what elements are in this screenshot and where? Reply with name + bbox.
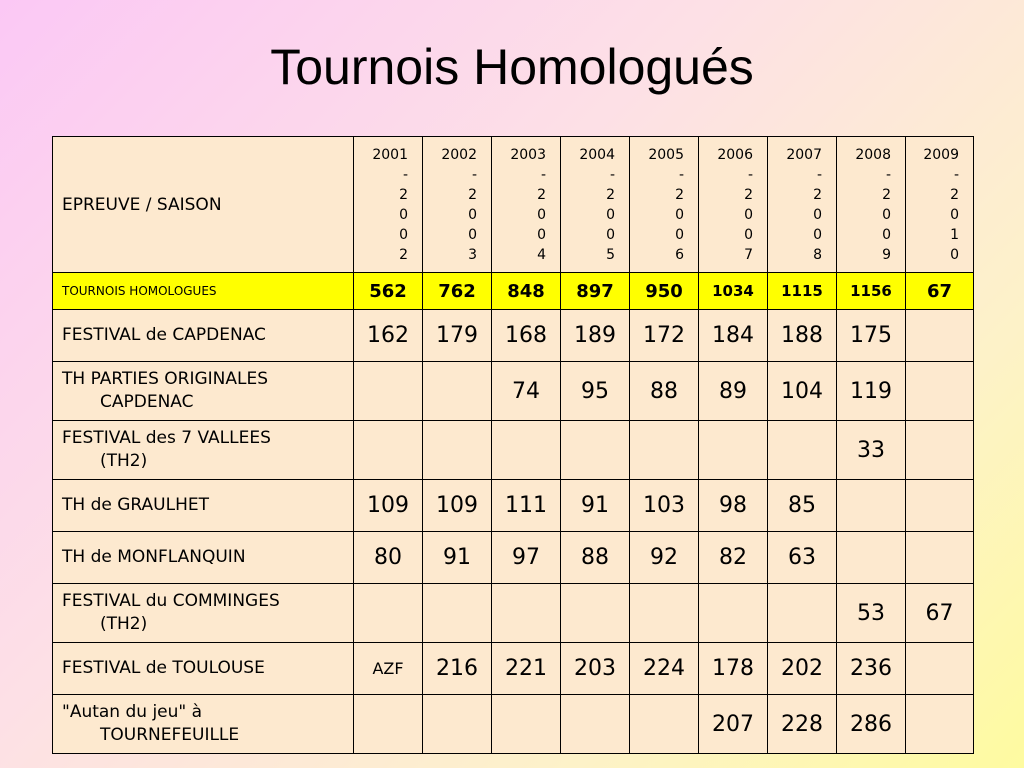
value-cell: 236 bbox=[837, 643, 906, 695]
value-cell: 103 bbox=[630, 480, 699, 532]
value-cell: 224 bbox=[630, 643, 699, 695]
value-cell: 95 bbox=[561, 362, 630, 421]
value-cell: 33 bbox=[837, 421, 906, 480]
season-end-digit: 0 bbox=[468, 207, 477, 223]
season-dash: - bbox=[471, 167, 477, 183]
value-cell bbox=[906, 421, 974, 480]
value-cell bbox=[699, 584, 768, 643]
value-cell: 82 bbox=[699, 532, 768, 584]
season-header bbox=[561, 137, 630, 273]
season-end-digit: 2 bbox=[606, 187, 615, 203]
season-end-digit: 7 bbox=[744, 247, 753, 263]
season-header bbox=[837, 137, 906, 273]
value-cell bbox=[492, 584, 561, 643]
row-label bbox=[53, 643, 354, 695]
value-cell: 762 bbox=[423, 273, 492, 310]
value-cell bbox=[906, 695, 974, 754]
value-cell: 221 bbox=[492, 643, 561, 695]
row-label-line: TOURNOIS HOMOLOGUES bbox=[62, 283, 217, 298]
value-cell bbox=[837, 480, 906, 532]
value-cell bbox=[423, 421, 492, 480]
value-cell: 98 bbox=[699, 480, 768, 532]
season-end-digit: 6 bbox=[675, 247, 684, 263]
value-cell bbox=[561, 695, 630, 754]
season-end-digit: 2 bbox=[882, 187, 891, 203]
value-cell bbox=[354, 421, 423, 480]
value-cell: 53 bbox=[837, 584, 906, 643]
season-end-digit: 0 bbox=[813, 227, 822, 243]
header-row bbox=[53, 137, 974, 273]
season-end-digit: 2 bbox=[468, 187, 477, 203]
header-label: EPREUVE / SAISON bbox=[53, 137, 354, 273]
value-cell bbox=[906, 480, 974, 532]
value-cell: 189 bbox=[561, 310, 630, 362]
season-start: 2004 bbox=[579, 147, 615, 163]
season-start: 2002 bbox=[441, 147, 477, 163]
row-label-continuation: (TH2) bbox=[100, 451, 148, 471]
table-row bbox=[53, 584, 974, 643]
season-end-digit: 2 bbox=[399, 187, 408, 203]
value-cell: 97 bbox=[492, 532, 561, 584]
value-cell: 162 bbox=[354, 310, 423, 362]
table-row bbox=[53, 532, 974, 584]
season-end-digit: 2 bbox=[950, 187, 959, 203]
season-start: 2005 bbox=[648, 147, 684, 163]
value-cell: 897 bbox=[561, 273, 630, 310]
value-cell: 111 bbox=[492, 480, 561, 532]
season-dash: - bbox=[747, 167, 753, 183]
total-row bbox=[53, 273, 974, 310]
season-header bbox=[354, 137, 423, 273]
season-end-digit: 0 bbox=[675, 227, 684, 243]
table-row bbox=[53, 421, 974, 480]
season-end-digit: 2 bbox=[399, 247, 408, 263]
season-end-digit: 9 bbox=[882, 247, 891, 263]
value-cell bbox=[354, 584, 423, 643]
value-cell: 89 bbox=[699, 362, 768, 421]
season-end-digit: 0 bbox=[744, 227, 753, 243]
season-header bbox=[906, 137, 974, 273]
row-label-line: FESTIVAL du COMMINGES bbox=[62, 591, 280, 611]
value-cell: 80 bbox=[354, 532, 423, 584]
value-cell: 168 bbox=[492, 310, 561, 362]
value-cell: 188 bbox=[768, 310, 837, 362]
season-end-digit: 1 bbox=[950, 227, 959, 243]
value-cell: 92 bbox=[630, 532, 699, 584]
value-cell bbox=[768, 584, 837, 643]
value-cell bbox=[630, 421, 699, 480]
season-header bbox=[630, 137, 699, 273]
value-cell bbox=[561, 584, 630, 643]
value-cell: 203 bbox=[561, 643, 630, 695]
season-start: 2003 bbox=[510, 147, 546, 163]
row-label bbox=[53, 584, 354, 643]
season-end-digit: 2 bbox=[675, 187, 684, 203]
season-end-digit: 0 bbox=[537, 207, 546, 223]
value-cell: 207 bbox=[699, 695, 768, 754]
value-cell: 172 bbox=[630, 310, 699, 362]
season-start: 2007 bbox=[786, 147, 822, 163]
value-cell bbox=[699, 421, 768, 480]
value-cell bbox=[561, 421, 630, 480]
value-cell: 286 bbox=[837, 695, 906, 754]
value-cell: 67 bbox=[906, 273, 974, 310]
season-dash: - bbox=[402, 167, 408, 183]
value-cell bbox=[423, 695, 492, 754]
row-label bbox=[53, 421, 354, 480]
row-label-line: TH de GRAULHET bbox=[62, 495, 209, 515]
season-header bbox=[699, 137, 768, 273]
value-cell: 63 bbox=[768, 532, 837, 584]
row-label-line: TH de MONFLANQUIN bbox=[62, 547, 246, 567]
season-end-digit: 2 bbox=[537, 187, 546, 203]
value-cell bbox=[630, 695, 699, 754]
value-cell: 175 bbox=[837, 310, 906, 362]
value-cell: 562 bbox=[354, 273, 423, 310]
value-cell bbox=[492, 695, 561, 754]
value-cell: 88 bbox=[561, 532, 630, 584]
season-end-digit: 0 bbox=[744, 207, 753, 223]
season-start: 2008 bbox=[855, 147, 891, 163]
row-label bbox=[53, 480, 354, 532]
row-label-continuation: TOURNEFEUILLE bbox=[100, 725, 240, 745]
row-label-line: FESTIVAL de TOULOUSE bbox=[62, 658, 265, 678]
row-label bbox=[53, 310, 354, 362]
season-header bbox=[423, 137, 492, 273]
value-cell bbox=[768, 421, 837, 480]
season-end-digit: 0 bbox=[399, 207, 408, 223]
season-start: 2001 bbox=[372, 147, 408, 163]
value-cell bbox=[906, 310, 974, 362]
season-end-digit: 0 bbox=[882, 227, 891, 243]
row-label-continuation: (TH2) bbox=[100, 614, 148, 634]
season-end-digit: 0 bbox=[399, 227, 408, 243]
table-row bbox=[53, 480, 974, 532]
season-end-digit: 0 bbox=[950, 247, 959, 263]
season-end-digit: 2 bbox=[744, 187, 753, 203]
value-cell bbox=[423, 584, 492, 643]
season-dash: - bbox=[953, 167, 959, 183]
value-cell: 88 bbox=[630, 362, 699, 421]
value-cell: 202 bbox=[768, 643, 837, 695]
row-label-continuation: CAPDENAC bbox=[100, 392, 194, 412]
value-cell bbox=[354, 362, 423, 421]
season-dash: - bbox=[609, 167, 615, 183]
season-start: 2006 bbox=[717, 147, 753, 163]
season-end-digit: 3 bbox=[468, 247, 477, 263]
value-cell: 74 bbox=[492, 362, 561, 421]
season-end-digit: 5 bbox=[606, 247, 615, 263]
value-cell: 848 bbox=[492, 273, 561, 310]
value-cell bbox=[906, 643, 974, 695]
table-row bbox=[53, 695, 974, 754]
season-header bbox=[768, 137, 837, 273]
season-dash: - bbox=[816, 167, 822, 183]
value-cell: 119 bbox=[837, 362, 906, 421]
value-cell: 104 bbox=[768, 362, 837, 421]
value-cell: AZF bbox=[354, 643, 423, 695]
value-cell: 109 bbox=[354, 480, 423, 532]
row-label bbox=[53, 273, 354, 310]
season-end-digit: 0 bbox=[675, 207, 684, 223]
tournaments-table bbox=[52, 136, 974, 754]
season-dash: - bbox=[540, 167, 546, 183]
season-end-digit: 0 bbox=[606, 207, 615, 223]
row-label bbox=[53, 695, 354, 754]
season-end-digit: 0 bbox=[468, 227, 477, 243]
value-cell bbox=[354, 695, 423, 754]
row-label-line: TH PARTIES ORIGINALES bbox=[62, 369, 269, 389]
value-cell bbox=[906, 532, 974, 584]
row-label-line: FESTIVAL de CAPDENAC bbox=[62, 325, 266, 345]
season-end-digit: 0 bbox=[537, 227, 546, 243]
value-cell bbox=[492, 421, 561, 480]
value-cell: 109 bbox=[423, 480, 492, 532]
row-label-line: "Autan du jeu" à bbox=[62, 702, 203, 722]
value-cell: 1034 bbox=[699, 273, 768, 310]
value-cell bbox=[423, 362, 492, 421]
row-label-line: FESTIVAL des 7 VALLEES bbox=[62, 428, 271, 448]
row-label bbox=[53, 532, 354, 584]
season-header bbox=[492, 137, 561, 273]
value-cell bbox=[630, 584, 699, 643]
season-dash: - bbox=[885, 167, 891, 183]
value-cell: 67 bbox=[906, 584, 974, 643]
season-end-digit: 8 bbox=[813, 247, 822, 263]
value-cell: 216 bbox=[423, 643, 492, 695]
table-row bbox=[53, 362, 974, 421]
season-dash: - bbox=[678, 167, 684, 183]
value-cell bbox=[837, 532, 906, 584]
value-cell: 184 bbox=[699, 310, 768, 362]
value-cell: 178 bbox=[699, 643, 768, 695]
season-end-digit: 0 bbox=[606, 227, 615, 243]
value-cell: 179 bbox=[423, 310, 492, 362]
value-cell: 91 bbox=[561, 480, 630, 532]
value-cell: 950 bbox=[630, 273, 699, 310]
table-row bbox=[53, 643, 974, 695]
season-end-digit: 0 bbox=[950, 207, 959, 223]
season-start: 2009 bbox=[923, 147, 959, 163]
season-end-digit: 0 bbox=[882, 207, 891, 223]
table-row bbox=[53, 310, 974, 362]
value-cell: 91 bbox=[423, 532, 492, 584]
row-label bbox=[53, 362, 354, 421]
season-end-digit: 0 bbox=[813, 207, 822, 223]
value-cell: 1115 bbox=[768, 273, 837, 310]
season-end-digit: 2 bbox=[813, 187, 822, 203]
value-cell bbox=[906, 362, 974, 421]
season-end-digit: 4 bbox=[537, 247, 546, 263]
value-cell: 228 bbox=[768, 695, 837, 754]
value-cell: 1156 bbox=[837, 273, 906, 310]
page-title: Tournois Homologués bbox=[270, 39, 754, 95]
value-cell: 85 bbox=[768, 480, 837, 532]
